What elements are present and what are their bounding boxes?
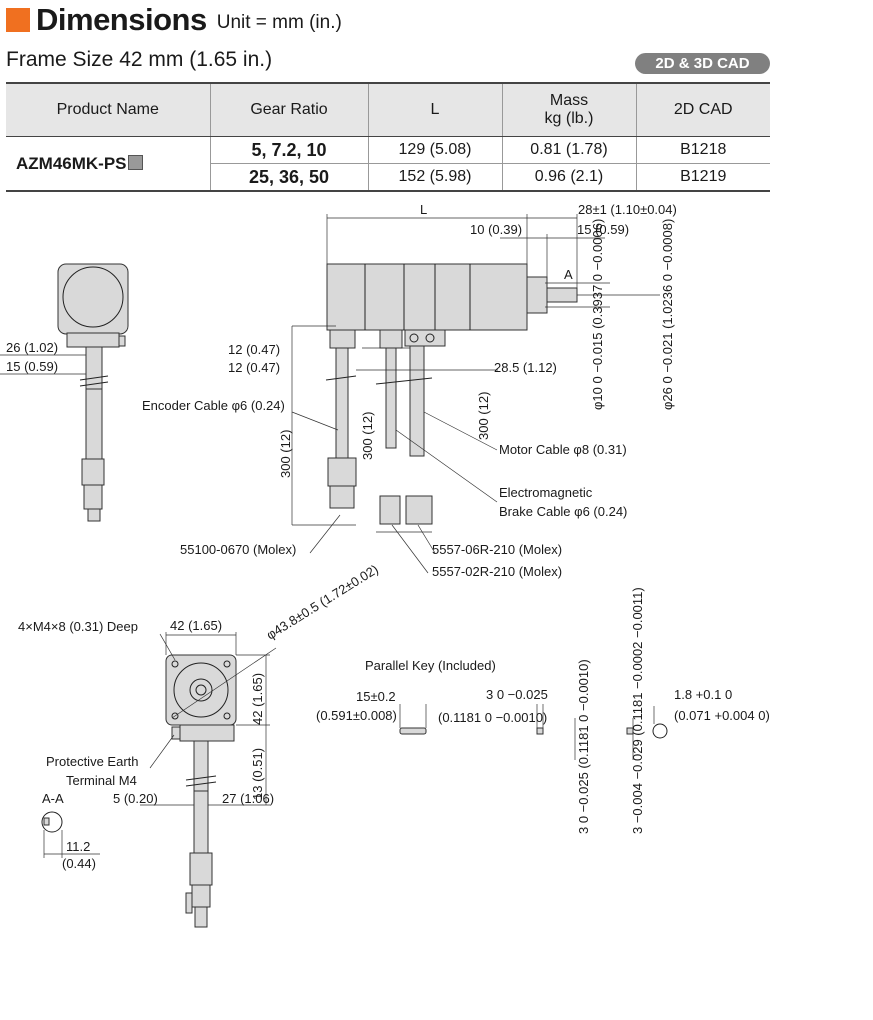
section-mark-a: A: [564, 267, 573, 282]
pcd-diameter: φ43.8±0.5 (1.72±0.02): [263, 561, 381, 643]
mass-value: 0.81 (1.78): [502, 137, 636, 164]
mass-value: 0.96 (2.1): [502, 164, 636, 192]
col-cad: 2D CAD: [636, 83, 770, 137]
length-value: 129 (5.08): [368, 137, 502, 164]
section-title: Dimensions: [36, 2, 207, 37]
brake-cable-label-1: Electromagnetic: [499, 485, 593, 500]
key-height-2: 3 −0.004 −0.029 (0.1181 −0.0002 −0.0011): [630, 587, 645, 834]
col-product: Product Name: [6, 83, 210, 137]
length-value: 152 (5.98): [368, 164, 502, 192]
flange-height: 42 (1.65): [250, 672, 265, 725]
unit-note: Unit = mm (in.): [216, 12, 342, 33]
key-length-inch: (0.591±0.008): [316, 708, 397, 723]
brake-cable-label-2: Brake Cable φ6 (0.24): [499, 504, 628, 519]
section-dim-0-44: (0.44): [62, 856, 96, 871]
encoder-cable-label: Encoder Cable φ6 (0.24): [142, 398, 285, 413]
motor-end-view: [0, 264, 128, 521]
key-width: 3 0 −0.025: [486, 687, 548, 702]
product-name: AZM46MK-PS: [16, 153, 127, 173]
connector-molex-1: 55100-0670 (Molex): [180, 542, 297, 557]
section-dim-11-2: 11.2: [66, 839, 91, 854]
dim-left-26: 26 (1.02): [6, 340, 59, 355]
cable-300-c: 300 (12): [476, 391, 491, 440]
dim-28: 28±1 (1.10±0.04): [578, 202, 677, 217]
col-l: L: [368, 83, 502, 137]
pe-terminal-label-1: Protective Earth: [46, 754, 139, 769]
pe-terminal-label-2: Terminal M4: [66, 773, 137, 788]
dim-12-a: 12 (0.47): [228, 342, 281, 357]
gear-ratio: 25, 36, 50: [210, 164, 368, 192]
col-gear: Gear Ratio: [210, 83, 368, 137]
cad-link[interactable]: B1218: [636, 137, 770, 164]
section-a-a-label: A-A: [42, 791, 64, 806]
key-height-1: 3 0 −0.025 (0.1181 0 −0.0010): [576, 659, 591, 834]
dim-5: 5 (0.20): [113, 791, 158, 806]
gear-ratio: 5, 7.2, 10: [210, 137, 368, 164]
frame-size-title: Frame Size 42 mm (1.65 in.): [6, 48, 273, 71]
shaft-diameter: φ10 0 −0.015 (0.3937 0 −0.0006): [590, 218, 605, 410]
dim-left-15: 15 (0.59): [6, 359, 59, 374]
col-mass-line1: Mass: [549, 92, 589, 109]
cad-link[interactable]: B1219: [636, 164, 770, 192]
connector-molex-3: 5557-02R-210 (Molex): [432, 564, 563, 579]
dim-12-b: 12 (0.47): [228, 360, 281, 375]
cad-download-button[interactable]: 2D & 3D CAD: [635, 53, 770, 74]
connector-molex-2: 5557-06R-210 (Molex): [432, 542, 563, 557]
key-radius-inch: (0.071 +0.004 0): [674, 708, 770, 723]
key-width-inch: (0.1181 0 −0.0010): [438, 710, 548, 725]
dim-10: 10 (0.39): [470, 222, 523, 237]
cable-300-b: 300 (12): [360, 411, 375, 460]
motor-cable-label: Motor Cable φ8 (0.31): [499, 442, 627, 457]
key-radius: 1.8 +0.1 0: [674, 687, 733, 702]
cable-300-a: 300 (12): [278, 429, 293, 478]
dim-L: L: [420, 202, 428, 217]
dim-13: 13 (0.51): [250, 747, 265, 800]
dim-27: 27 (1.06): [222, 791, 275, 806]
mounting-holes: 4×M4×8 (0.31) Deep: [18, 619, 138, 634]
pilot-diameter: φ26 0 −0.021 (1.0236 0 −0.0008): [660, 218, 675, 410]
dim-15: 15 (0.59): [577, 222, 630, 237]
key-length: 15±0.2: [356, 689, 396, 704]
flange-width: 42 (1.65): [170, 618, 223, 633]
dim-28-5: 28.5 (1.12): [494, 360, 557, 375]
parallel-key-title: Parallel Key (Included): [365, 658, 496, 673]
col-mass-line2: kg (lb.): [544, 110, 594, 127]
